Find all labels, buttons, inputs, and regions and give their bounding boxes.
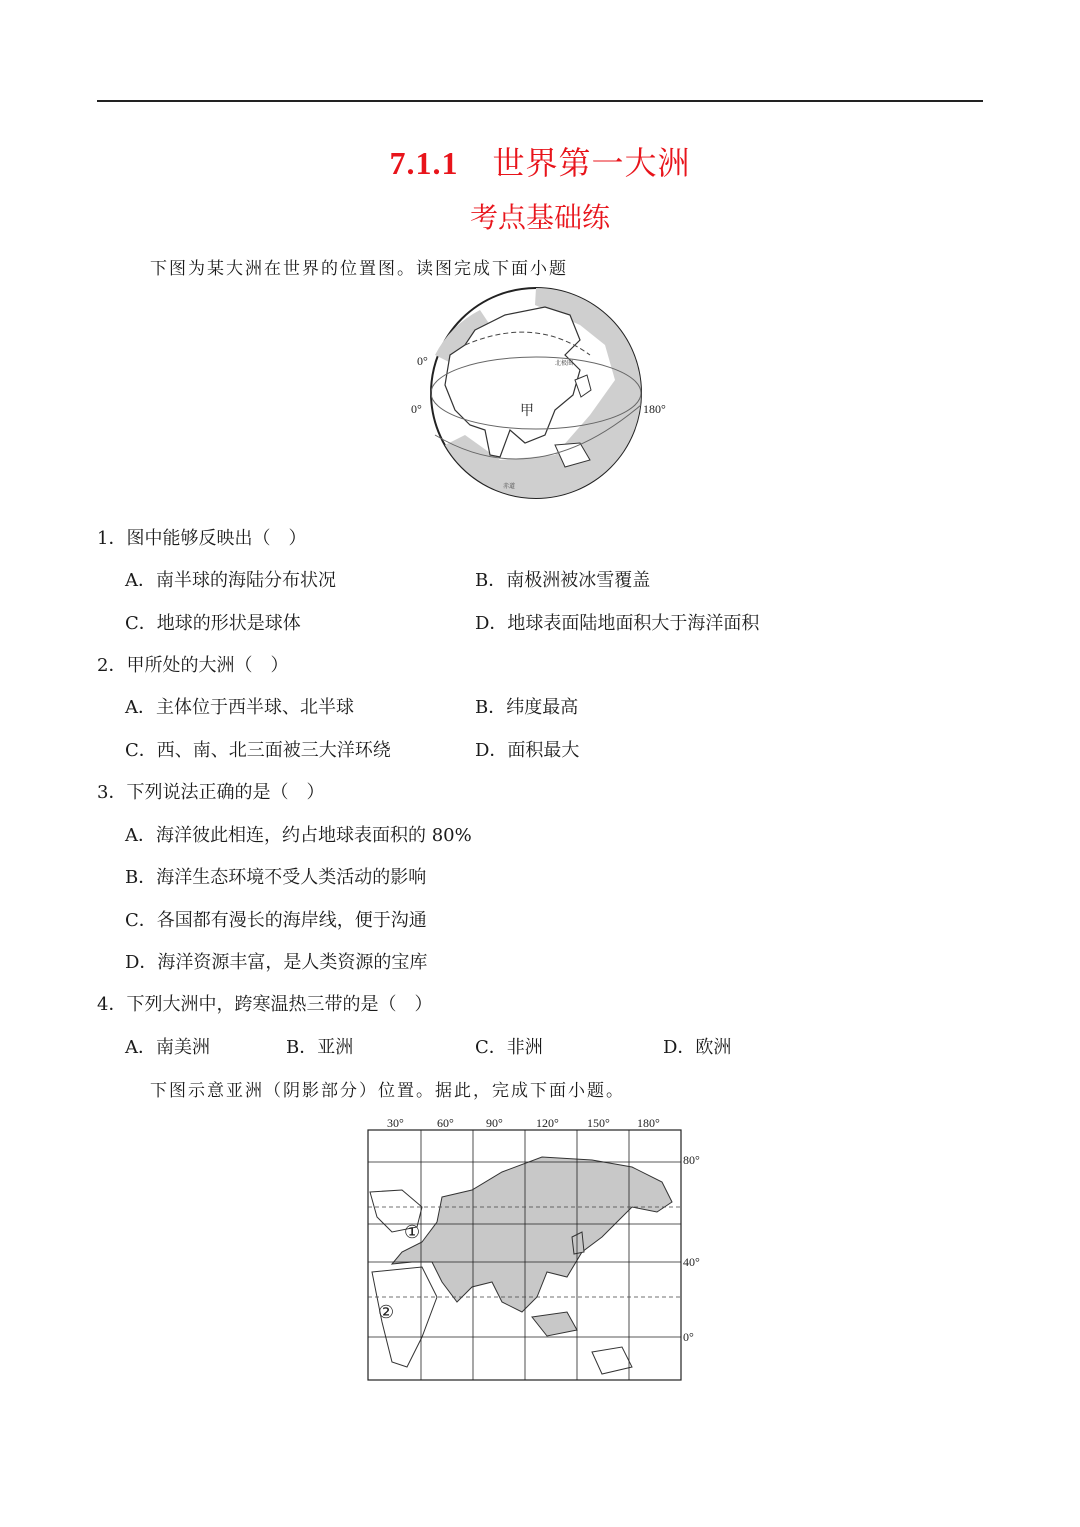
- question-2-stem: 2．甲所处的大洲（ ）: [97, 655, 289, 676]
- section-title-text: 世界第一大洲: [492, 144, 691, 182]
- map2-lon-150: 150°: [587, 1116, 610, 1130]
- question-4-stem: 4．下列大洲中，跨寒温热三带的是（ ）: [97, 994, 433, 1015]
- map2-lon-30: 30°: [387, 1116, 404, 1130]
- question-1-option-c: C．地球的形状是球体: [125, 613, 301, 634]
- question-3-option-d: D．海洋资源丰富，是人类资源的宝库: [125, 952, 428, 973]
- question-1-stem: 1．图中能够反映出（ ）: [97, 528, 307, 549]
- question-2-option-c: C．西、南、北三面被三大洋环绕: [125, 740, 391, 761]
- map2-marker-2: ②: [378, 1302, 395, 1323]
- map1-arctic-label: 北极圈: [555, 360, 574, 367]
- map2-lat-80: 80°: [683, 1153, 700, 1167]
- map2-lon-60: 60°: [437, 1116, 454, 1130]
- map1-equator-label: 赤道: [503, 483, 516, 490]
- map1-lon-right-label: 180°: [643, 402, 666, 416]
- header-rule: [97, 100, 983, 102]
- map1-lon-left2-label: 0°: [411, 402, 422, 416]
- question-2-option-a: A．主体位于西半球、北半球: [125, 697, 354, 718]
- map2-lon-180: 180°: [637, 1116, 660, 1130]
- section-title: [0, 138, 1080, 184]
- question-1-option-d: D．地球表面陆地面积大于海洋面积: [475, 613, 760, 634]
- question-3-stem: 3．下列说法正确的是（ ）: [97, 782, 325, 803]
- map2-marker-1: ①: [404, 1222, 421, 1243]
- question-4-option-d: D．欧洲: [663, 1037, 732, 1058]
- map2-lat-40: 40°: [683, 1255, 700, 1269]
- question-4-option-b: B．亚洲: [286, 1037, 354, 1058]
- section-subtitle: 考点基础练: [469, 201, 610, 234]
- asia-grid-map: [362, 1112, 707, 1387]
- question-3-option-c: C．各国都有漫长的海岸线，便于沟通: [125, 910, 427, 931]
- question-3-option-b: B．海洋生态环境不受人类活动的影响: [125, 867, 427, 888]
- question-1-option-b: B．南极洲被冰雪覆盖: [475, 570, 651, 591]
- question-2-option-b: B．纬度最高: [475, 697, 579, 718]
- question-3-option-a: A．海洋彼此相连，约占地球表面积的 80%: [125, 825, 472, 846]
- globe-map: [405, 285, 680, 505]
- section-number: 7.1.1: [389, 145, 459, 181]
- question-4-option-a: A．南美洲: [125, 1037, 210, 1058]
- map2-lon-120: 120°: [536, 1116, 559, 1130]
- question-4-option-c: C．非洲: [475, 1037, 543, 1058]
- question-1-option-a: A．南半球的海陆分布状况: [125, 570, 336, 591]
- map1-lon-left-label: 0°: [417, 354, 428, 368]
- question-2-option-d: D．面积最大: [475, 740, 580, 761]
- intro-text-1: 下图为某大洲在世界的位置图。读图完成下面小题: [150, 259, 568, 279]
- map1-continent-label: 甲: [520, 403, 534, 419]
- intro-text-2: 下图示意亚洲（阴影部分）位置。据此，完成下面小题。: [150, 1081, 625, 1101]
- map2-lon-90: 90°: [486, 1116, 503, 1130]
- map2-lat-0: 0°: [683, 1330, 694, 1344]
